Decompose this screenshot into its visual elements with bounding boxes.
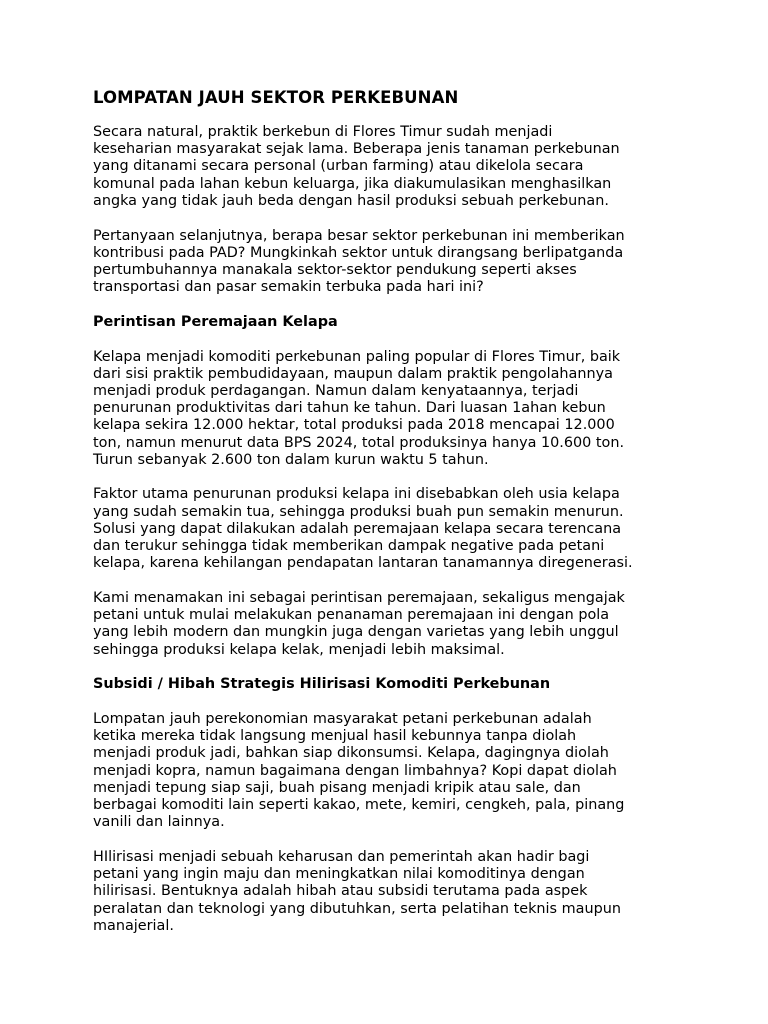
text-line: transportasi dan pasar semakin terbuka pada hari ini? xyxy=(93,279,484,296)
text-line: keseharian masyarakat sejak lama. Beberapa jenis tanaman perkebunan xyxy=(93,141,620,158)
text-line: dan terukur sehingga tidak memberikan dampak negative pada petani xyxy=(93,538,605,555)
text-line: Pertanyaan selanjutnya, berapa besar sektor perkebunan ini memberikan xyxy=(93,227,625,244)
text-line: yang ditanami secara personal (urban farming) atau dikelola secara xyxy=(93,158,584,175)
text-line: Solusi yang dapat dilakukan adalah peremajaan kelapa secara terencana xyxy=(93,520,622,537)
text-line: menjadi kopra, namun bagaimana dengan limbahnya? Kopi dapat diolah xyxy=(93,762,617,779)
text-line: Secara natural, praktik berkebun di Flores Timur sudah menjadi xyxy=(93,124,553,140)
text-line: ton, namun menurut data BPS 2024, total produksinya hanya 10.600 ton. xyxy=(93,434,625,451)
intro-paragraph-1 xyxy=(93,124,693,210)
text-line: Lompatan jauh perekonomian masyarakat petani perkebunan adalah xyxy=(93,710,592,727)
text-line: sehingga produksi kelapa kelak, menjadi lebih maksimal. xyxy=(93,641,505,658)
text-line: kontribusi pada PAD? Mungkinkah sektor untuk dirangsang berlipatganda xyxy=(93,244,624,261)
text-line: yang lebih modern dan mungkin juga dengan varietas yang lebih unggul xyxy=(93,624,619,641)
text-line: penurunan produktivitas dari tahun ke tahun. Dari luasan 1ahan kebun xyxy=(93,400,606,417)
text-line: vanili dan lainnya. xyxy=(93,814,225,831)
text-line: ketika mereka tidak langsung menjual hasil kebunnya tanpa diolah xyxy=(93,728,577,745)
text-line: yang sudah semakin tua, sehingga produksi buah pun semakin menurun. xyxy=(93,503,624,520)
document-title: LOMPATAN JAUH SEKTOR PERKEBUNAN xyxy=(93,88,459,107)
text-line: menjadi tepung siap saji, buah pisang menjadi kripik atau sale, dan xyxy=(93,779,581,796)
section1-paragraph-2 xyxy=(93,486,693,572)
section-heading-peremajaan: Perintisan Peremajaan Kelapa xyxy=(93,313,338,330)
section1-paragraph-1 xyxy=(93,349,693,469)
document-page xyxy=(93,88,693,952)
text-line: menjadi produk perdagangan. Namun dalam kenyataannya, terjadi xyxy=(93,382,579,399)
text-line: dari sisi praktik pembudidayaan, maupun dalam praktik pengolahannya xyxy=(93,365,613,382)
text-line: peralatan dan teknologi yang dibutuhkan, serta pelatihan teknis maupun xyxy=(93,900,621,917)
text-line: petani untuk mulai melakukan penanaman peremajaan ini dengan pola xyxy=(93,607,610,624)
section2-paragraph-2 xyxy=(93,849,693,935)
section2-paragraph-1 xyxy=(93,711,693,831)
text-line: pertumbuhannya manakala sektor-sektor pendukung seperti akses xyxy=(93,261,577,278)
text-line: Kelapa menjadi komoditi perkebunan paling popular di Flores Timur, baik xyxy=(93,348,621,365)
text-line: angka yang tidak jauh beda dengan hasil produksi sebuah perkebunan. xyxy=(93,192,609,209)
section1-paragraph-3 xyxy=(93,590,693,659)
text-line: kelapa sekira 12.000 hektar, total produksi pada 2018 mencapai 12.000 xyxy=(93,417,615,434)
text-line: menjadi produk jadi, bahkan siap dikonsumsi. Kelapa, dagingnya diolah xyxy=(93,745,609,762)
text-line: petani yang ingin maju dan meningkatkan nilai komoditinya dengan xyxy=(93,866,585,883)
text-line: komunal pada lahan kebun keluarga, jika diakumulasikan menghasilkan xyxy=(93,175,612,192)
text-line: HIlirisasi menjadi sebuah keharusan dan pemerintah akan hadir bagi xyxy=(93,848,590,865)
text-line: Turun sebanyak 2.600 ton dalam kurun waktu 5 tahun. xyxy=(93,451,489,468)
intro-paragraph-2 xyxy=(93,228,693,297)
text-line: berbagai komoditi lain seperti kakao, mete, kemiri, cengkeh, pala, pinang xyxy=(93,797,625,813)
text-line: kelapa, karena kehilangan pendapatan lantaran tanamannya diregenerasi. xyxy=(93,555,633,572)
text-line: Kami menamakan ini sebagai perintisan peremajaan, sekaligus mengajak xyxy=(93,589,625,606)
section-heading-hilirisasi: Subsidi / Hibah Strategis Hilirisasi Komoditi Perkebunan xyxy=(93,676,551,693)
text-line: Faktor utama penurunan produksi kelapa ini disebabkan oleh usia kelapa xyxy=(93,486,620,503)
text-line: hilirisasi. Bentuknya adalah hibah atau subsidi terutama pada aspek xyxy=(93,883,588,900)
text-line: manajerial. xyxy=(93,917,174,934)
